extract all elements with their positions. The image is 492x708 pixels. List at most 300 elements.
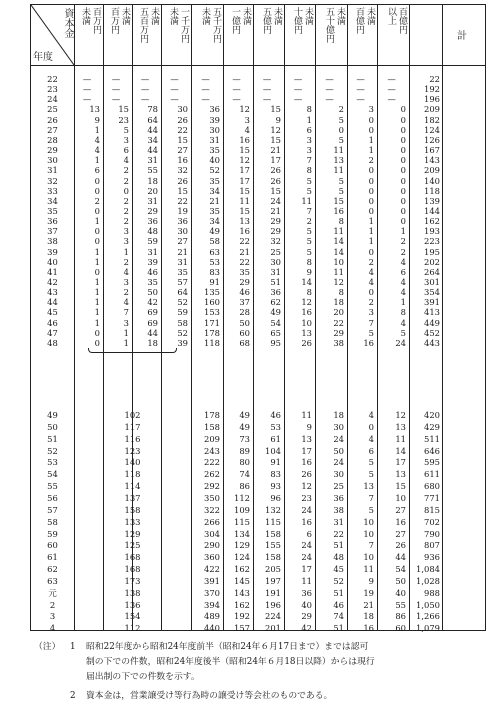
table-cell: 39: [147, 256, 158, 267]
table-cell: 83: [270, 469, 281, 480]
table-cell: 15: [333, 195, 344, 206]
table-cell: 391: [424, 297, 440, 308]
table-cell: 162: [234, 599, 250, 610]
table-cell: 167: [424, 145, 440, 156]
table-cell: 1: [94, 256, 100, 267]
table-cell: 4: [244, 124, 250, 135]
table-cell: 680: [424, 481, 440, 492]
table-cell: 2: [400, 236, 406, 247]
table-cell: 31: [270, 266, 281, 277]
table-row-year: 49: [47, 410, 58, 420]
table-cell: 31: [177, 256, 188, 267]
column-header-text: 百億円: [397, 7, 407, 34]
table-cell: 91: [270, 457, 281, 468]
table-cell: 158: [265, 528, 281, 539]
table-cell: 34: [209, 216, 220, 227]
column-header-text: 百億円: [354, 7, 364, 34]
table-cell: 30: [177, 226, 188, 237]
table-cell: 28: [239, 307, 250, 318]
table-cell: 6: [400, 266, 406, 277]
table-cell-merged: 125: [124, 540, 141, 551]
table-cell: 118: [204, 337, 220, 348]
table-cell: —: [111, 84, 121, 95]
table-cell: —: [387, 84, 396, 95]
table-row-year: 53: [47, 457, 58, 468]
table-cell: 182: [424, 114, 440, 125]
table-cell: 16: [333, 205, 344, 216]
table-row-year: 60: [47, 540, 58, 551]
table-cell: 0: [400, 134, 406, 145]
table-cell: 440: [204, 623, 220, 634]
column-header-text: 未満: [335, 7, 345, 25]
table-cell: 7: [306, 205, 312, 216]
table-cell: 5: [306, 246, 312, 257]
table-cell: 2: [123, 205, 129, 216]
table-cell: 20: [333, 307, 344, 318]
table-cell: 29: [333, 327, 344, 338]
table-cell: 30: [177, 104, 188, 115]
table-cell: 31: [147, 246, 158, 257]
table-cell: 53: [209, 256, 220, 267]
table-cell: —: [325, 74, 334, 84]
table-cell: 124: [234, 552, 250, 563]
table-cell: 16: [395, 516, 406, 527]
column-header-text: 百万円: [109, 7, 119, 34]
table-cell: 1: [400, 297, 406, 308]
table-cell: 12: [333, 277, 344, 287]
table-cell: 9: [306, 421, 312, 432]
table-cell: 40: [395, 587, 406, 598]
table-cell: 46: [270, 410, 281, 420]
table-cell: 89: [239, 445, 250, 456]
note-1-line-2: 制の下での件数，昭和24年度後半（昭和24年６月18日以降）からは現行: [86, 657, 375, 667]
table-cell: 48: [147, 226, 158, 237]
table-row-year: 39: [47, 246, 58, 257]
table-row-year: 31: [47, 165, 58, 176]
header-divider: [31, 65, 485, 66]
table-cell: 15: [270, 185, 281, 196]
column-header-text: 以上: [386, 7, 396, 25]
table-cell: 162: [424, 216, 440, 227]
table-cell: 3: [123, 236, 129, 247]
table-cell: 17: [239, 175, 250, 186]
table-cell: 15: [177, 134, 188, 145]
table-cell: 391: [204, 575, 220, 586]
table-cell: 6: [368, 445, 374, 456]
table-cell: 78: [147, 104, 158, 115]
table-cell: 15: [270, 104, 281, 115]
table-cell: 511: [424, 433, 440, 444]
table-cell: 201: [265, 623, 281, 634]
table-cell: 0: [400, 155, 406, 166]
table-row-year: 28: [47, 134, 58, 145]
table-cell: 69: [147, 307, 158, 318]
table-cell: 54: [395, 564, 406, 575]
table-cell: 157: [234, 623, 250, 634]
table-cell: 35: [177, 266, 188, 277]
table-cell: 39: [177, 337, 188, 348]
note-2-number: 2: [70, 691, 76, 701]
table-cell: 22: [177, 124, 188, 135]
table-cell: 38: [333, 504, 344, 515]
table-cell: 8: [338, 216, 344, 227]
table-cell: —: [325, 84, 334, 95]
table-cell: 50: [147, 287, 158, 298]
table-cell: 595: [424, 457, 440, 468]
table-cell: 36: [333, 492, 344, 503]
table-cell: 264: [424, 266, 440, 277]
table-cell: 394: [204, 599, 220, 610]
table-cell: 3: [368, 104, 374, 115]
table-cell: 134: [234, 528, 250, 539]
table-cell: 60: [239, 327, 250, 338]
table-cell: 16: [239, 134, 250, 145]
table-row-year: 30: [47, 155, 58, 166]
table-cell: 48: [333, 552, 344, 563]
table-cell: 8: [400, 307, 406, 318]
table-cell: 65: [270, 327, 281, 338]
table-cell: 26: [270, 165, 281, 176]
table-cell: 135: [204, 287, 220, 298]
table-cell: 50: [239, 317, 250, 328]
table-cell: 4: [123, 266, 129, 277]
table-cell: 1: [123, 337, 129, 348]
table-row-year: 26: [47, 114, 58, 125]
table-cell: 11: [239, 195, 250, 206]
table-cell: 24: [395, 337, 406, 348]
table-cell: 118: [424, 185, 440, 196]
table-cell: 9: [306, 266, 312, 277]
table-cell: 51: [333, 587, 344, 598]
column-header-c5: [191, 7, 223, 63]
table-cell: 1: [123, 246, 129, 257]
table-cell-merged: 158: [124, 504, 141, 515]
table-cell: 0: [94, 337, 100, 348]
table-cell: 126: [424, 134, 440, 145]
table-cell: 15: [239, 205, 250, 216]
table-cell: 3: [123, 317, 129, 328]
table-cell: 86: [395, 611, 406, 622]
table-cell: 34: [209, 185, 220, 196]
table-cell-merged: 137: [124, 492, 141, 503]
table-cell: 19: [363, 587, 374, 598]
table-cell: 489: [204, 611, 220, 622]
table-cell: 2: [123, 216, 129, 227]
table-cell: —: [293, 74, 303, 84]
table-cell: 35: [147, 277, 158, 287]
table-cell: 54: [270, 317, 281, 328]
table-cell: 29: [147, 205, 158, 216]
table-cell: 16: [363, 337, 374, 348]
table-cell: 0: [400, 195, 406, 206]
table-cell: 0: [368, 165, 374, 176]
table-cell: 4: [94, 145, 100, 156]
table-cell: 13: [239, 216, 250, 227]
table-cell: 2: [368, 155, 374, 166]
table-cell-merged: 112: [124, 623, 141, 634]
table-cell: 0: [368, 124, 374, 135]
table-cell: 3: [306, 145, 312, 156]
table-cell: 1: [368, 236, 374, 247]
table-cell: 36: [270, 287, 281, 298]
table-cell: 1: [306, 114, 312, 125]
table-cell: 52: [209, 165, 220, 176]
table-cell: —: [262, 84, 272, 95]
table-cell: 38: [333, 337, 344, 348]
table-cell: 46: [147, 266, 158, 277]
table-cell: 3: [123, 226, 129, 237]
table-cell: 132: [265, 504, 281, 515]
table-cell: —: [293, 94, 303, 105]
table-cell: 0: [368, 195, 374, 206]
table-cell: 14: [333, 246, 344, 257]
table-cell: 129: [234, 540, 250, 551]
table-cell: 91: [209, 277, 220, 287]
table-cell: 0: [94, 266, 100, 277]
column-header-text: 五百万円: [138, 7, 148, 43]
table-cell: 6: [94, 165, 100, 176]
table-cell: 50: [333, 445, 344, 456]
table-cell: —: [356, 74, 365, 84]
table-cell: 27: [395, 528, 406, 539]
table-cell: 5: [368, 469, 374, 480]
table-cell: 0: [368, 205, 374, 216]
table-cell: 27: [177, 236, 188, 247]
table-cell: 4: [123, 155, 129, 166]
table-row-year: 35: [47, 205, 58, 216]
table-cell: 12: [301, 481, 312, 492]
table-cell: 5: [306, 185, 312, 196]
table-cell: 0: [368, 185, 374, 196]
table-cell: 24: [270, 195, 281, 206]
table-cell: 9: [94, 114, 100, 125]
table-cell: 49: [239, 421, 250, 432]
table-row-year: 55: [47, 481, 58, 492]
table-cell: 1: [94, 124, 100, 135]
table-cell: 7: [368, 540, 374, 551]
table-cell: 0: [368, 421, 374, 432]
table-cell: 40: [301, 599, 312, 610]
table-cell: 44: [147, 327, 158, 338]
table-cell: 49: [270, 307, 281, 318]
table-cell: 209: [204, 433, 220, 444]
table-cell: 2: [123, 175, 129, 186]
table-row-year: 34: [47, 195, 58, 206]
table-cell: 14: [301, 277, 312, 287]
table-cell: 350: [204, 492, 220, 503]
table-cell: 7: [368, 492, 374, 503]
table-cell: 13: [301, 433, 312, 444]
table-cell: 0: [338, 124, 344, 135]
table-cell: 8: [306, 104, 312, 115]
table-row-year: 42: [47, 277, 58, 287]
table-cell: 44: [147, 124, 158, 135]
table-row-year: 62: [47, 564, 58, 575]
table-cell: 115: [234, 516, 250, 527]
table-cell: 16: [177, 155, 188, 166]
table-cell: 19: [177, 205, 188, 216]
table-cell: 29: [239, 277, 250, 287]
table-cell: 3: [244, 114, 250, 125]
table-cell: 0: [400, 145, 406, 156]
table-cell: 443: [424, 337, 440, 348]
table-cell: 144: [424, 205, 440, 216]
table-cell: 11: [333, 165, 344, 176]
notes-label: （注）: [34, 642, 61, 652]
table-cell: 26: [177, 175, 188, 186]
table-cell: 452: [424, 327, 440, 338]
table-cell: 0: [400, 165, 406, 176]
table-cell: 17: [301, 564, 312, 575]
table-cell: —: [201, 84, 210, 95]
table-cell: 266: [204, 516, 220, 527]
column-divider: [442, 5, 443, 630]
table-cell: 13: [363, 481, 374, 492]
note-1-number: 1: [70, 642, 76, 652]
table-cell: 32: [270, 236, 281, 247]
table-cell: 143: [424, 155, 440, 166]
table-cell: 26: [301, 469, 312, 480]
table-cell: 4: [368, 410, 374, 420]
table-row-year: 27: [47, 124, 58, 135]
table-cell: 12: [239, 155, 250, 166]
table-cell: 0: [400, 205, 406, 216]
table-cell-merged: 138: [124, 587, 141, 598]
table-cell: 9: [368, 575, 374, 586]
table-cell: 31: [209, 134, 220, 145]
table-cell: 31: [333, 516, 344, 527]
table-cell: 420: [424, 410, 440, 420]
table-cell: 52: [177, 327, 188, 338]
table-cell: 24: [301, 552, 312, 563]
table-cell: 162: [234, 564, 250, 575]
table-cell: 109: [234, 504, 250, 515]
column-header-c8: [284, 7, 315, 63]
table-cell: 21: [239, 246, 250, 257]
table-cell: 1: [368, 226, 374, 237]
table-cell: 1: [94, 216, 100, 227]
column-header-text: 未満: [365, 7, 375, 25]
table-cell: 27: [177, 145, 188, 156]
table-cell: —: [170, 74, 179, 84]
table-cell: 18: [333, 410, 344, 420]
table-cell: 26: [177, 114, 188, 125]
table-cell: 14: [333, 236, 344, 247]
table-cell: 205: [265, 564, 281, 575]
table-cell: 23: [301, 492, 312, 503]
table-cell: 55: [147, 165, 158, 176]
table-cell: 1: [94, 246, 100, 257]
table-cell: 0: [94, 327, 100, 338]
table-row-year: 43: [47, 287, 58, 298]
table-cell: 30: [333, 421, 344, 432]
table-cell: 13: [301, 327, 312, 338]
column-header-text: 未満: [272, 7, 282, 25]
table-cell: 59: [147, 236, 158, 247]
table-cell: 55: [395, 599, 406, 610]
column-header-c2: [103, 7, 132, 63]
table-cell: 646: [424, 445, 440, 456]
table-cell: 22: [239, 256, 250, 267]
table-cell: 112: [234, 492, 250, 503]
table-cell: 429: [424, 421, 440, 432]
table-cell: 52: [177, 297, 188, 308]
table-cell: 5: [338, 134, 344, 145]
table-cell: —: [82, 84, 92, 95]
table-cell: 322: [204, 504, 220, 515]
table-cell: 23: [118, 114, 129, 125]
table-cell: 145: [234, 575, 250, 586]
table-cell: 36: [301, 587, 312, 598]
table-cell: 16: [301, 457, 312, 468]
table-cell: 15: [239, 185, 250, 196]
column-header-text: 未満: [241, 7, 251, 25]
table-cell: 2: [400, 246, 406, 257]
table-cell: 18: [363, 611, 374, 622]
table-row-year: 2: [49, 599, 56, 610]
table-row-year: 46: [47, 317, 58, 328]
table-cell: 31: [147, 195, 158, 206]
table-cell: 5: [338, 175, 344, 186]
table-cell: 26: [395, 540, 406, 551]
table-cell: 73: [239, 433, 250, 444]
table-cell-merged: 118: [124, 469, 141, 480]
table-cell: 18: [333, 297, 344, 308]
table-cell: —: [293, 84, 303, 95]
table-row-year: 3: [49, 611, 56, 622]
table-cell: 35: [209, 205, 220, 216]
table-cell: 2: [123, 256, 129, 267]
table-cell: 46: [333, 599, 344, 610]
table-cell: 155: [265, 540, 281, 551]
table-cell-merged: 114: [124, 481, 141, 492]
column-header-text: 一億円: [230, 7, 240, 34]
table-cell: 0: [368, 246, 374, 257]
table-cell: 25: [270, 246, 281, 257]
table-cell: 10: [395, 492, 406, 503]
table-cell: 611: [424, 469, 440, 480]
table-cell: 139: [424, 195, 440, 206]
table-cell: —: [111, 74, 121, 84]
table-cell: 1,266: [416, 611, 440, 622]
table-cell: —: [140, 84, 150, 95]
table-cell: 14: [395, 445, 406, 456]
table-cell: —: [201, 74, 210, 84]
table-row-year: 24: [47, 94, 58, 105]
table-cell: 790: [424, 528, 440, 539]
table-cell: 1: [94, 277, 100, 287]
table-cell: 40: [209, 155, 220, 166]
table-cell: 178: [204, 410, 220, 420]
note-2-line-1: 資本金は，営業譲受け等行為時の譲受け等会社のものである。: [86, 691, 333, 701]
table-cell: 191: [265, 587, 281, 598]
table-cell: 15: [395, 481, 406, 492]
table-cell: 223: [424, 236, 440, 247]
table-cell: 26: [270, 175, 281, 186]
table-cell: 0: [94, 175, 100, 186]
table-cell: 0: [400, 185, 406, 196]
table-row-year: 37: [47, 226, 58, 237]
column-header-c3: [132, 7, 161, 63]
table-cell: 6: [306, 528, 312, 539]
table-cell: —: [82, 74, 92, 84]
table-cell: 6: [123, 145, 129, 156]
table-cell: 36: [147, 216, 158, 227]
table-cell: 8: [306, 287, 312, 298]
table-cell: 63: [209, 246, 220, 257]
table-cell: 449: [424, 317, 440, 328]
table-cell: 192: [234, 611, 250, 622]
